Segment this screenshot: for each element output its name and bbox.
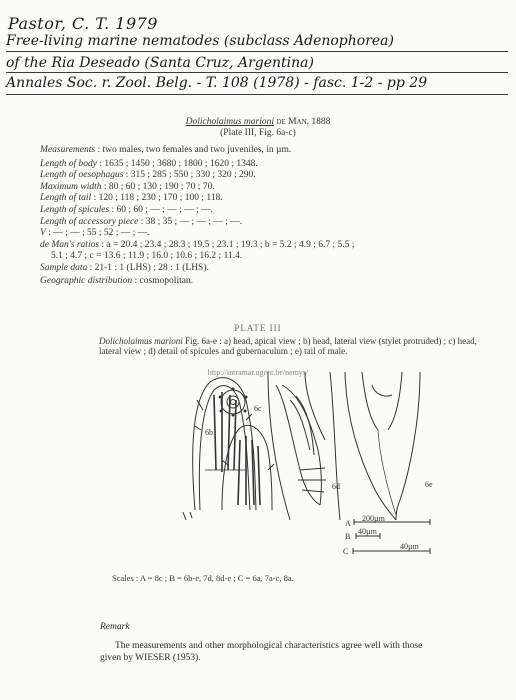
figure-label-6b: 6b [205, 428, 213, 437]
remark-heading: Remark [100, 622, 130, 632]
plate-caption: Dolicholaimus marioni Fig. 6a-e : a) head, apical view ; b) head, lateral view (stylet protruded) ; c) head, lateral view ; d) detail of spicules and gubernaculum ; e) tail of male. [99, 336, 477, 356]
handwritten-citation-author: Pastor, C. T. 1979 [8, 14, 158, 33]
species-author: de Man, 1888 [276, 117, 331, 127]
measurements-line: Measurements : two males, two females and two juveniles, in µm. [40, 145, 292, 155]
scale-label-a: 200µm [362, 514, 385, 523]
scale-label-b: 40µm [358, 527, 377, 536]
tail-length-line: Length of tail : 120 ; 118 ; 230 ; 170 ; 100 ; 118. [40, 193, 223, 203]
figure-fragment [183, 512, 192, 520]
scale-label-c: 40µm [400, 542, 419, 551]
species-name: Dolicholaimus marioni [185, 117, 274, 127]
accessory-piece-line: Length of accessory piece : 38 ; 35 ; — ; — ; — ; —. [40, 217, 243, 227]
scale-letter-b: B [345, 532, 351, 541]
oesophagus-length-line: Length of oesophagus : 315 ; 285 ; 550 ; 330 ; 320 ; 290. [40, 170, 256, 180]
figure-label-6c: 6c [254, 404, 262, 413]
v-ratio-line: V : — ; — ; 55 ; 52 ; — ; —. [40, 228, 150, 238]
scale-letter-a: A [345, 519, 351, 528]
max-width-line: Maximum width : 80 ; 60 ; 130 ; 190 ; 70 ; 70. [40, 182, 215, 192]
de-man-ratios-line: de Man's ratios : a = 20.4 ; 23.4 ; 28.3 ; 19.5 ; 23.1 ; 19.3 ; b = 5.2 ; 4.9 ; 6.7 ; 5.5 ; [40, 240, 355, 250]
remark-text: The measurements and other morphological characteristics agree well with those given by WIESER (1953). [100, 641, 423, 663]
geographic-distribution-line: Geographic distribution : cosmopolitan. [40, 276, 194, 286]
spicule-length-line: Length of spicules : 60 ; 60 ; — ; — ; — ; —. [40, 205, 213, 215]
handwritten-citation-journal: Annales Soc. r. Zool. Belg. - T. 108 (1978) - fasc. 1-2 - pp 29 [6, 75, 428, 91]
de-man-ratios-continued: 5.1 ; 4.7 ; c = 13.6 ; 11.9 ; 16.0 ; 10.6 ; 16.2 ; 11.4. [51, 251, 243, 261]
scales-line: Scales : A = 8c ; B = 6b-e, 7d, 8d-e ; C = 6a, 7a-c, 8a. [112, 573, 294, 583]
handwritten-citation-place: of the Ria Deseado (Santa Cruz, Argentina) [6, 55, 314, 71]
scale-letter-c: C [343, 547, 349, 556]
watermark-url: http://intramar.ugent.be/nemys/ [207, 368, 309, 377]
figure-label-6d: 6d [332, 482, 340, 491]
figure-6d-spicule-drawing [268, 372, 340, 520]
figure-label-6e: 6e [425, 480, 433, 489]
body-length-line: Length of body : 1635 ; 1450 ; 3680 ; 1800 ; 1620 ; 1348. [40, 159, 258, 169]
plate-title: PLATE III [234, 323, 282, 333]
handwritten-citation-title: Free-living marine nematodes (subclass Adenophorea) [6, 33, 394, 49]
plate-reference: (Plate III, Fig. 6a-c) [220, 128, 296, 138]
figure-6e-tail-drawing [345, 372, 420, 520]
sample-data-line: Sample data : 21-1 : 1 (LHS) ; 28 : 1 (LHS). [40, 263, 209, 273]
